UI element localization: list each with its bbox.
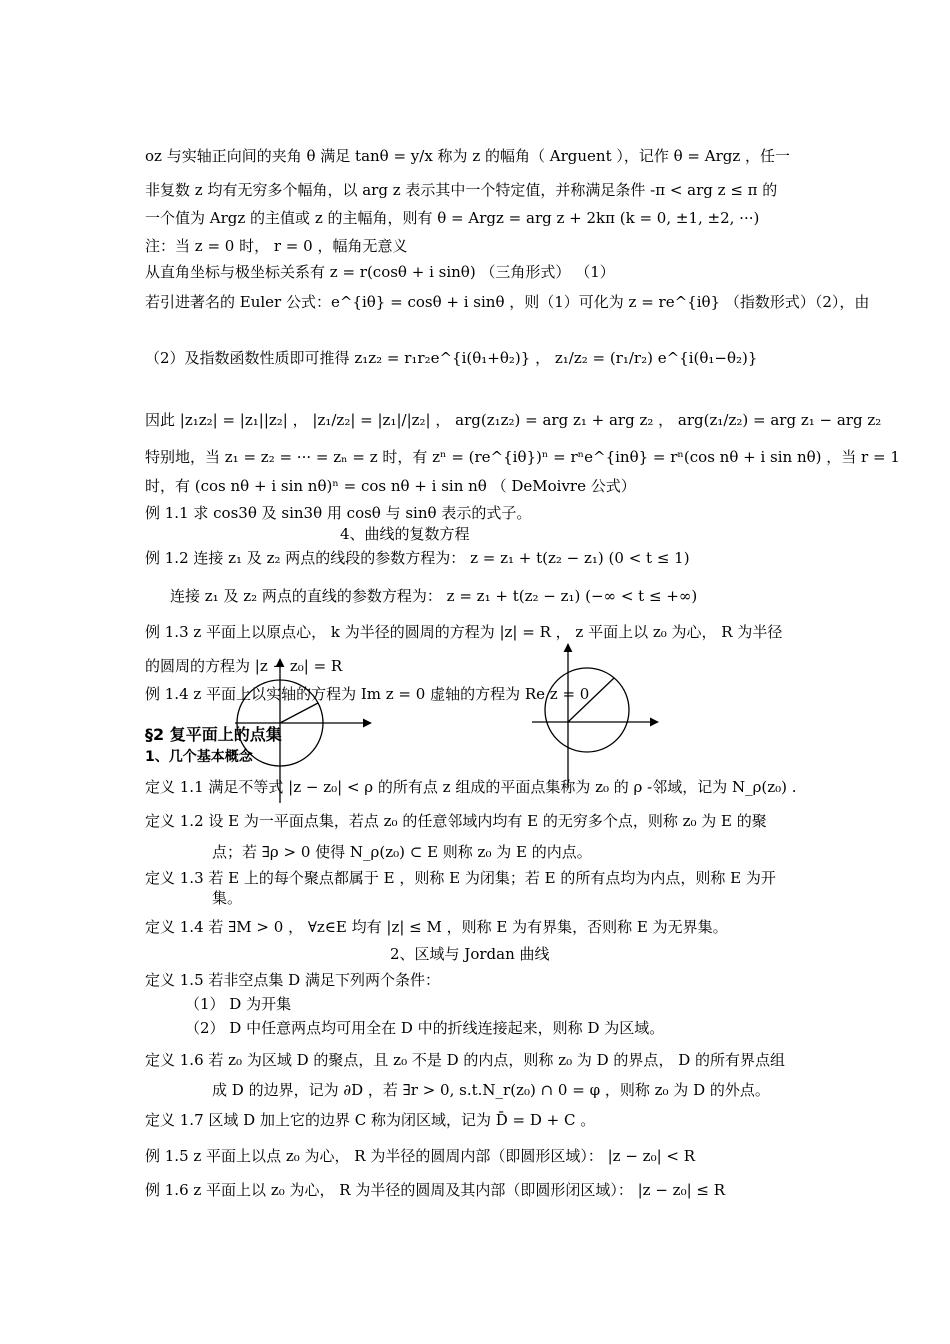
radius-line bbox=[280, 703, 318, 723]
text-line: 特别地，当 z₁ = z₂ = ··· = zₙ = z 时，有 zⁿ = (re^{iθ})ⁿ = rⁿe^{inθ} = rⁿ(cos nθ + i sin nθ) ，当 r = 1 bbox=[145, 448, 900, 466]
text-line: （2）及指数函数性质即可推得 z₁z₂ = r₁r₂e^{i(θ₁+θ₂)} ， z₁/z₂ = (r₁/r₂) e^{i(θ₁−θ₂)} bbox=[145, 349, 758, 367]
subsection-heading: 1、几个基本概念 bbox=[145, 749, 253, 765]
text-line: 定义 1.7 区域 D 加上它的边界 C 称为闭区域，记为 D̄ = D + C 。 bbox=[145, 1111, 596, 1129]
text-line: 点；若 ∃ρ > 0 使得 N_ρ(z₀) ⊂ E 则称 z₀ 为 E 的内点。 bbox=[212, 843, 592, 861]
text-line: 从直角坐标与极坐标关系有 z = r(cosθ + i sinθ) （三角形式） （1） bbox=[145, 263, 615, 281]
text-line: 例 1.4 z 平面上以实轴的方程为 Im z = 0 虚轴的方程为 Re z = 0 bbox=[145, 685, 590, 703]
text-line: 定义 1.4 若 ∃M > 0 ， ∀z∈E 均有 |z| ≤ M ，则称 E 为有界集，否则称 E 为无界集。 bbox=[145, 918, 728, 936]
text-line: oz 与实轴正向间的夹角 θ 满足 tanθ = y/x 称为 z 的幅角（ Arguent ），记作 θ = Argz ，任一 bbox=[145, 147, 791, 165]
radius-line bbox=[568, 678, 614, 722]
subsection-title-jordan: 2、区域与 Jordan 曲线 bbox=[390, 945, 550, 963]
text-line: （2） D 中任意两点均可用全在 D 中的折线连接起来，则称 D 为区域。 bbox=[185, 1019, 665, 1037]
text-line: 的圆周的方程为 |z − z₀| = R bbox=[145, 657, 343, 675]
text-line: 时，有 (cos nθ + i sin nθ)ⁿ = cos nθ + i sin nθ （ DeMoivre 公式） bbox=[145, 477, 636, 495]
text-line: 连接 z₁ 及 z₂ 两点的直线的参数方程为： z = z₁ + t(z₂ − z₁) (−∞ < t ≤ +∞) bbox=[170, 587, 698, 605]
text-line: （1） D 为开集 bbox=[185, 995, 292, 1013]
text-line: 例 1.3 z 平面上以原点心， k 为半径的圆周的方程为 |z| = R ， z 平面上以 z₀ 为心， R 为半径 bbox=[145, 623, 783, 641]
text-line: 例 1.2 连接 z₁ 及 z₂ 两点的线段的参数方程为： z = z₁ + t(z₂ − z₁) (0 < t ≤ 1) bbox=[145, 549, 690, 567]
circle-z0-figure bbox=[530, 640, 660, 790]
text-line: 定义 1.5 若非空点集 D 满足下列两个条件： bbox=[145, 971, 440, 989]
text-line: 一个值为 Argz 的主值或 z 的主幅角，则有 θ = Argz = arg z + 2kπ (k = 0, ±1, ±2, ···) bbox=[145, 209, 760, 227]
text-line: 注：当 z = 0 时， r = 0 ，幅角无意义 bbox=[145, 237, 408, 255]
text-line: 例 1.5 z 平面上以点 z₀ 为心， R 为半径的圆周内部（即圆形区域）： |z − z₀| < R bbox=[145, 1147, 696, 1165]
text-line: 若引进著名的 Euler 公式：e^{iθ} = cosθ + i sinθ ，则（1）可化为 z = re^{iθ} （指数形式）（2），由 bbox=[145, 293, 870, 311]
text-line: 定义 1.2 设 E 为一平面点集，若点 z₀ 的任意邻域内均有 E 的无穷多个点，则称 z₀ 为 E 的聚 bbox=[145, 812, 767, 830]
text-line: 因此 |z₁z₂| = |z₁||z₂| ， |z₁/z₂| = |z₁|/|z₂| ， arg(z₁z₂) = arg z₁ + arg z₂ ， arg(z₁/z₂) = arg z₁ − arg z₂ bbox=[145, 411, 882, 429]
text-line: 定义 1.3 若 E 上的每个聚点都属于 E ，则称 E 为闭集；若 E 的所有点均为内点，则称 E 为开 bbox=[145, 869, 776, 887]
text-line: 定义 1.6 若 z₀ 为区域 D 的聚点，且 z₀ 不是 D 的内点，则称 z₀ 为 D 的界点， D 的所有界点组 bbox=[145, 1051, 786, 1069]
text-line: 例 1.1 求 cos3θ 及 sin3θ 用 cosθ 与 sinθ 表示的式子。 bbox=[145, 504, 532, 522]
text-line: 集。 bbox=[212, 889, 243, 907]
text-line: 例 1.6 z 平面上以 z₀ 为心， R 为半径的圆周及其内部（即圆形闭区域）： |z − z₀| ≤ R bbox=[145, 1181, 726, 1199]
subsection-title-curves: 4、曲线的复数方程 bbox=[340, 525, 470, 543]
text-line: 定义 1.1 满足不等式 |z − z₀| < ρ 的所有点 z 组成的平面点集称为 z₀ 的 ρ -邻域，记为 N_ρ(z₀) . bbox=[145, 778, 797, 796]
text-line: 非复数 z 均有无穷多个幅角，以 arg z 表示其中一个特定值，并称满足条件 -π < arg z ≤ π 的 bbox=[145, 181, 778, 199]
text-line: 成 D 的边界，记为 ∂D ，若 ∃r > 0, s.t.N_r(z₀) ∩ 0 = φ ，则称 z₀ 为 D 的外点。 bbox=[212, 1081, 770, 1099]
circle bbox=[545, 668, 629, 752]
section-heading: §2 复平面上的点集 bbox=[145, 725, 282, 744]
